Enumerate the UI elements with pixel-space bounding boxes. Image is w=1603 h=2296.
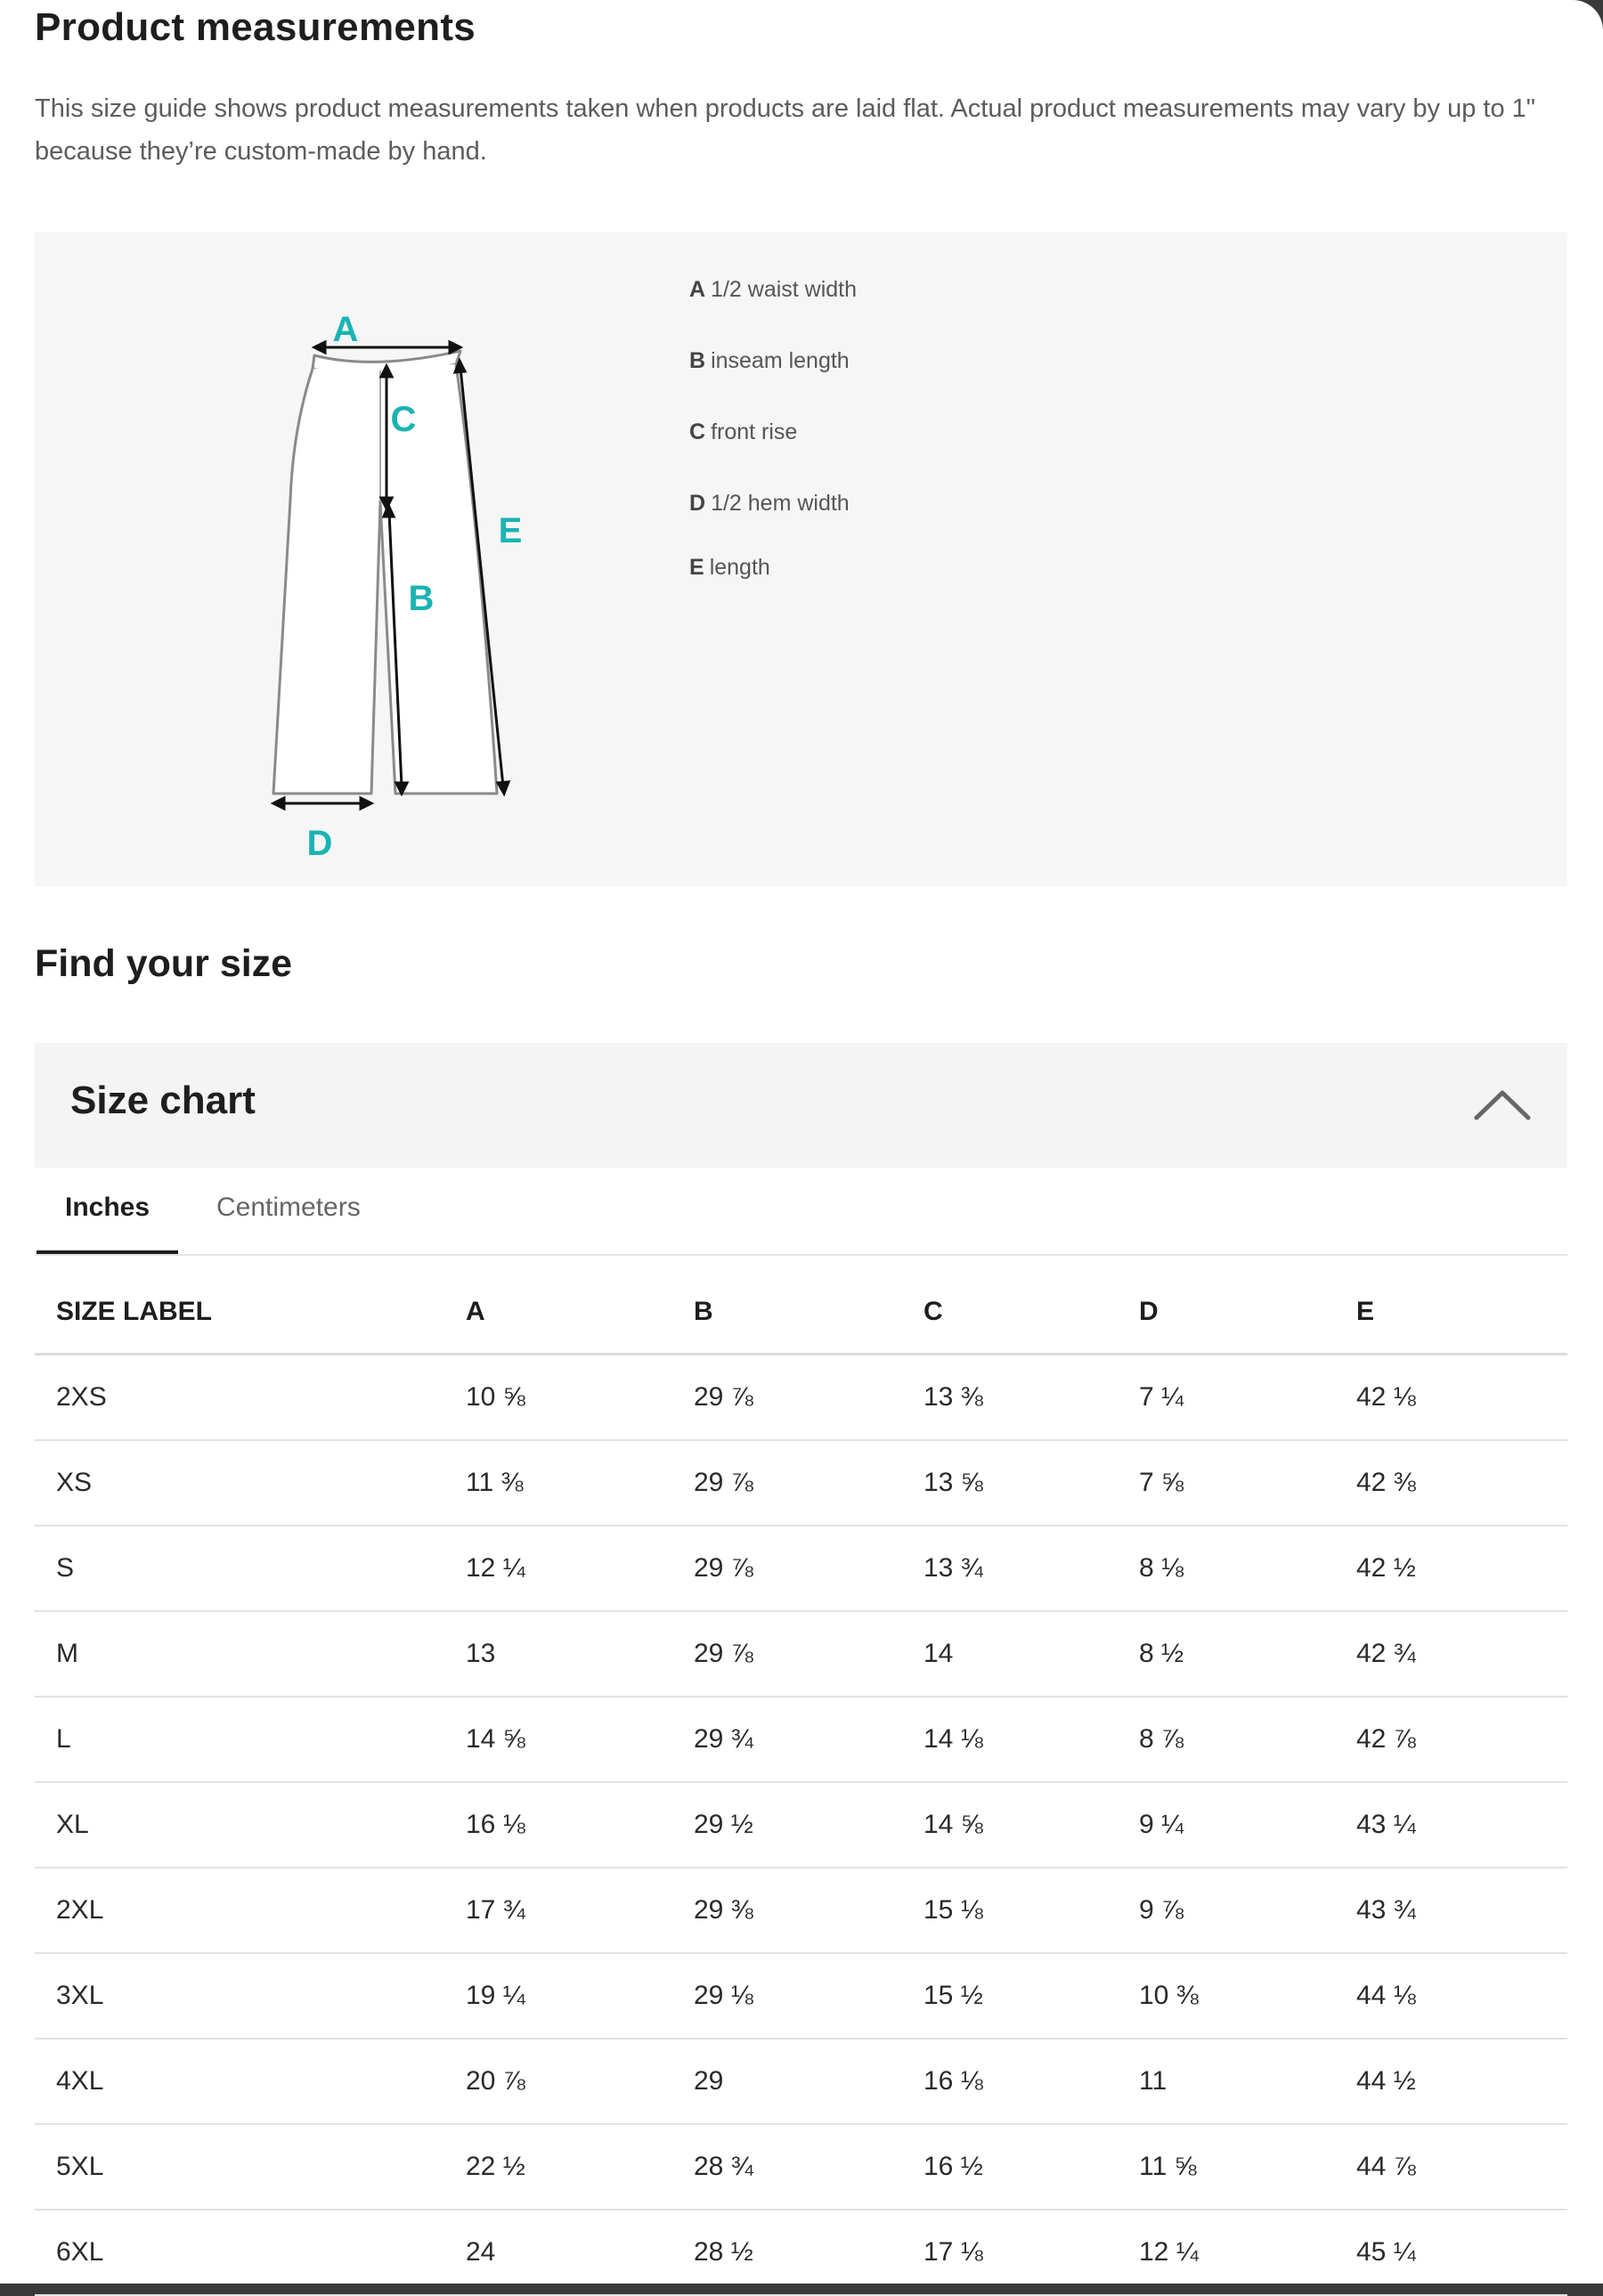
cell-a: 14 ⅝ — [444, 1697, 672, 1782]
table-row — [35, 1697, 1567, 1782]
table-row — [35, 1440, 1567, 1526]
cell-e: 45 ¼ — [1335, 2210, 1567, 2295]
cell-a: 19 ¼ — [444, 1953, 672, 2039]
cell-e: 43 ¼ — [1335, 1782, 1567, 1868]
cell-b: 28 ¾ — [672, 2124, 902, 2210]
size-table-body — [35, 1355, 1567, 2296]
cell-size-label: 6XL — [35, 2210, 444, 2295]
cell-e: 42 ¾ — [1335, 1611, 1567, 1697]
table-row — [35, 1782, 1567, 1868]
diagram-label-d: D — [306, 824, 333, 863]
cell-e: 42 ⅞ — [1335, 1697, 1567, 1782]
cell-d: 12 ¼ — [1118, 2210, 1335, 2295]
table-row — [35, 1526, 1567, 1611]
table-header-row — [35, 1270, 1567, 1355]
cell-d: 11 — [1118, 2039, 1335, 2124]
cell-b: 29 ⅞ — [672, 1355, 902, 1441]
table-row — [35, 1868, 1567, 1953]
cell-size-label: XL — [35, 1782, 444, 1868]
cell-a: 24 — [444, 2210, 672, 2295]
header-a: A — [444, 1270, 672, 1355]
cell-e: 42 ⅜ — [1335, 1440, 1567, 1526]
cell-b: 29 ⅞ — [672, 1611, 902, 1697]
cell-size-label: 4XL — [35, 2039, 444, 2124]
header-c: C — [902, 1270, 1118, 1355]
tab-centimeters[interactable]: Centimeters — [216, 1193, 361, 1222]
size-chart-table — [35, 1270, 1567, 2296]
diagram-label-c: C — [390, 400, 417, 439]
cell-a: 17 ¾ — [444, 1868, 672, 1953]
size-chart-title: Size chart — [70, 1079, 256, 1122]
find-your-size-heading: Find your size — [35, 942, 293, 985]
cell-c: 15 ½ — [902, 1953, 1118, 2039]
legend-item-c: C front rise — [689, 419, 798, 444]
cell-e: 42 ½ — [1335, 1526, 1567, 1611]
cell-d: 8 ½ — [1118, 1611, 1335, 1697]
legend-item-e: E length — [689, 555, 770, 580]
legend-item-b: B inseam length — [689, 348, 850, 373]
cell-c: 13 ⅝ — [902, 1440, 1118, 1526]
cell-b: 29 ⅜ — [672, 1868, 902, 1953]
cell-d: 8 ⅞ — [1118, 1697, 1335, 1782]
cell-a: 10 ⅝ — [444, 1355, 672, 1441]
cell-d: 11 ⅝ — [1118, 2124, 1335, 2210]
chevron-up-icon[interactable] — [1473, 1079, 1532, 1132]
product-measurements-title: Product measurements — [35, 5, 476, 49]
cell-a: 11 ⅜ — [444, 1440, 672, 1526]
cell-size-label: 2XL — [35, 1868, 444, 1953]
table-row — [35, 2210, 1567, 2295]
cell-c: 15 ⅛ — [902, 1868, 1118, 1953]
cell-b: 28 ½ — [672, 2210, 902, 2295]
cell-c: 13 ¾ — [902, 1526, 1118, 1611]
cell-e: 42 ⅛ — [1335, 1355, 1567, 1441]
cell-d: 7 ¼ — [1118, 1355, 1335, 1441]
cell-e: 44 ⅞ — [1335, 2124, 1567, 2210]
cell-c: 16 ⅛ — [902, 2039, 1118, 2124]
cell-b: 29 ⅞ — [672, 1526, 902, 1611]
cell-b: 29 — [672, 2039, 902, 2124]
table-row — [35, 1953, 1567, 2039]
active-tab-indicator — [37, 1250, 178, 1254]
cell-a: 12 ¼ — [444, 1526, 672, 1611]
cell-b: 29 ⅛ — [672, 1953, 902, 2039]
cell-a: 16 ⅛ — [444, 1782, 672, 1868]
cell-size-label: S — [35, 1526, 444, 1611]
cell-a: 20 ⅞ — [444, 2039, 672, 2124]
table-row — [35, 2124, 1567, 2210]
size-guide-description: This size guide shows product measurements taken when products are laid flat. Actual product measurements may vary by up to 1" because they’re custom-made by hand. — [35, 94, 1536, 166]
cell-d: 8 ⅛ — [1118, 1526, 1335, 1611]
tab-inches[interactable]: Inches — [65, 1193, 151, 1222]
cell-c: 14 ⅛ — [902, 1697, 1118, 1782]
cell-a: 13 — [444, 1611, 672, 1697]
cell-size-label: XS — [35, 1440, 444, 1526]
cell-e: 44 ½ — [1335, 2039, 1567, 2124]
header-b: B — [672, 1270, 902, 1355]
diagram-label-b: B — [408, 579, 435, 618]
cell-size-label: L — [35, 1697, 444, 1782]
cell-b: 29 ⅞ — [672, 1440, 902, 1526]
cell-c: 14 — [902, 1611, 1118, 1697]
measurement-diagram-panel — [35, 232, 1567, 886]
table-row — [35, 2039, 1567, 2124]
cell-size-label: M — [35, 1611, 444, 1697]
diagram-label-a: A — [332, 310, 359, 349]
legend-item-a: A 1/2 waist width — [689, 277, 858, 302]
cell-size-label: 5XL — [35, 2124, 444, 2210]
cell-c: 14 ⅝ — [902, 1782, 1118, 1868]
header-size-label: SIZE LABEL — [35, 1270, 444, 1355]
diagram-label-e: E — [498, 511, 523, 550]
pants-measurement-diagram — [195, 268, 569, 863]
table-row — [35, 1355, 1567, 1441]
cell-a: 22 ½ — [444, 2124, 672, 2210]
size-chart-accordion[interactable] — [35, 1043, 1567, 1168]
cell-d: 9 ⅞ — [1118, 1868, 1335, 1953]
cell-c: 17 ⅛ — [902, 2210, 1118, 2295]
header-d: D — [1118, 1270, 1335, 1355]
cell-e: 43 ¾ — [1335, 1868, 1567, 1953]
cell-d: 7 ⅝ — [1118, 1440, 1335, 1526]
header-e: E — [1335, 1270, 1567, 1355]
cell-b: 29 ½ — [672, 1782, 902, 1868]
cell-size-label: 3XL — [35, 1953, 444, 2039]
cell-c: 16 ½ — [902, 2124, 1118, 2210]
cell-d: 10 ⅜ — [1118, 1953, 1335, 2039]
cell-c: 13 ⅜ — [902, 1355, 1118, 1441]
cell-b: 29 ¾ — [672, 1697, 902, 1782]
legend-item-d: D 1/2 hem width — [689, 491, 850, 516]
cell-e: 44 ⅛ — [1335, 1953, 1567, 2039]
table-row — [35, 1611, 1567, 1697]
cell-d: 9 ¼ — [1118, 1782, 1335, 1868]
cell-size-label: 2XS — [35, 1355, 444, 1441]
unit-tabs — [35, 1168, 1567, 1256]
